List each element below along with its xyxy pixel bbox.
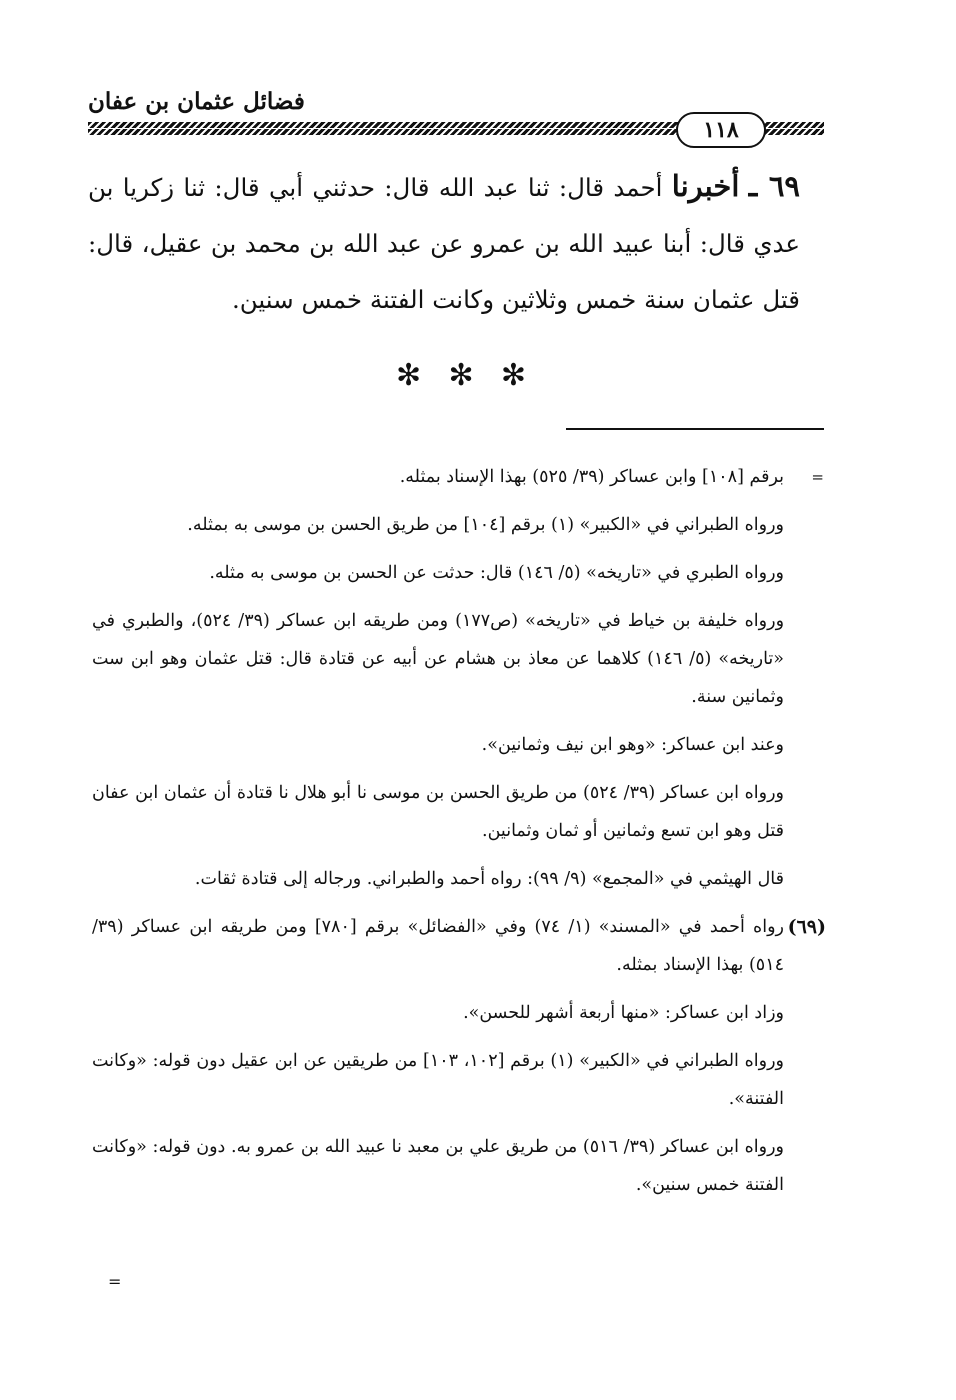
footnote-paragraph	[92, 1042, 784, 1118]
footnote-text: برقم [١٠٨] وابن عساكر (٣٩/ ٥٢٥) بهذا الإسناد بمثله.	[399, 467, 784, 487]
footnote-paragraph	[92, 726, 784, 764]
section-separator	[396, 358, 526, 393]
footnote-text: ورواه الطبراني في «الكبير» (١) برقم [١٠٢، ١٠٣] من طريقين عن ابن عقيل دون قوله: «وكانت الفتنة».	[92, 1051, 784, 1109]
footnote-paragraph	[92, 1128, 784, 1204]
footnote-text: ورواه الطبري في «تاريخه» (٥/ ١٤٦) قال: حدثت عن الحسن بن موسى به مثله.	[209, 563, 784, 583]
star-icon: ✻	[500, 358, 526, 393]
continuation-marker: =	[811, 468, 824, 486]
footnote-paragraph	[92, 602, 784, 716]
footnote-text: ورواه خليفة بن خياط في «تاريخه» (ص١٧٧) ومن طريقه ابن عساكر (٣٩/ ٥٢٤)، والطبري في «تاريخه» (٥/ ١٤٦) كلاهما عن معاذ بن هشام عن أبيه عن قتادة قال: قتل عثمان وهو ابن ست وثمانين سنة.	[92, 611, 785, 707]
footnote-text: وعند ابن عساكر: «وهو ابن نيف وثمانين».	[481, 735, 784, 755]
page-number: ١١٨	[676, 112, 766, 148]
footnote-divider	[566, 428, 824, 430]
star-icon: ✻	[448, 358, 474, 393]
footnote-paragraph	[92, 458, 824, 496]
hadith-number: ٦٩ ـ	[748, 169, 801, 203]
running-title: فضائل عثمان بن عفان	[88, 88, 305, 115]
footnote-paragraph	[92, 860, 784, 898]
footnote-text: وزاد ابن عساكر: «منها أربعة أشهر للحسن».	[463, 1003, 784, 1023]
footnote-text: ورواه الطبراني في «الكبير» (١) برقم [١٠٤] من طريق الحسن بن موسى به بمثله.	[187, 515, 784, 535]
footnote-paragraph	[92, 774, 784, 850]
star-icon: ✻	[396, 358, 422, 393]
hadith-body: أحمد قال: ثنا عبد الله قال: حدثني أبي قال: ثنا زكريا بن عدي قال: أبنا عبيد الله بن عمرو عن عبد الله بن محمد بن عقيل، قال: قتل عثمان سنة خمس وثلاثين وكانت الفتنة خمس سنين.	[88, 173, 800, 314]
footnote-paragraph	[92, 554, 784, 592]
footnote-text: ورواه ابن عساكر (٣٩/ ٥١٦) من طريق علي بن معبد نا عبيد الله بن عمرو به. دون قوله: «وكانت الفتنة خمس سنين».	[92, 1137, 785, 1195]
footnote-text: قال الهيثمي في «المجمع» (٩/ ٩٩): رواه أحمد والطبراني. ورجاله إلى قتادة ثقات.	[194, 869, 784, 889]
footnote-paragraph	[92, 994, 784, 1032]
footnotes	[92, 458, 826, 1214]
hadith-lead-word: أخبرنا	[671, 169, 740, 203]
footnote-paragraph	[92, 506, 784, 544]
footnote-text: ورواه ابن عساكر (٣٩/ ٥٢٤) من طريق الحسن بن موسى نا أبو هلال نا قتادة أن عثمان ابن عفان قتل وهو ابن تسع وثمانين أو ثمان وثمانين.	[92, 783, 784, 841]
hadith-text	[88, 158, 800, 328]
continuation-marker: =	[108, 1272, 122, 1291]
footnote-text: رواه أحمد في «المسند» (١/ ٧٤) وفي «الفضائل» برقم [٧٨٠] ومن طريقه ابن عساكر (٣٩/ ٥١٤) بهذا الإسناد بمثله.	[92, 917, 784, 975]
footnote-number: (٦٩)	[787, 916, 826, 938]
footnote-paragraph	[92, 908, 826, 984]
